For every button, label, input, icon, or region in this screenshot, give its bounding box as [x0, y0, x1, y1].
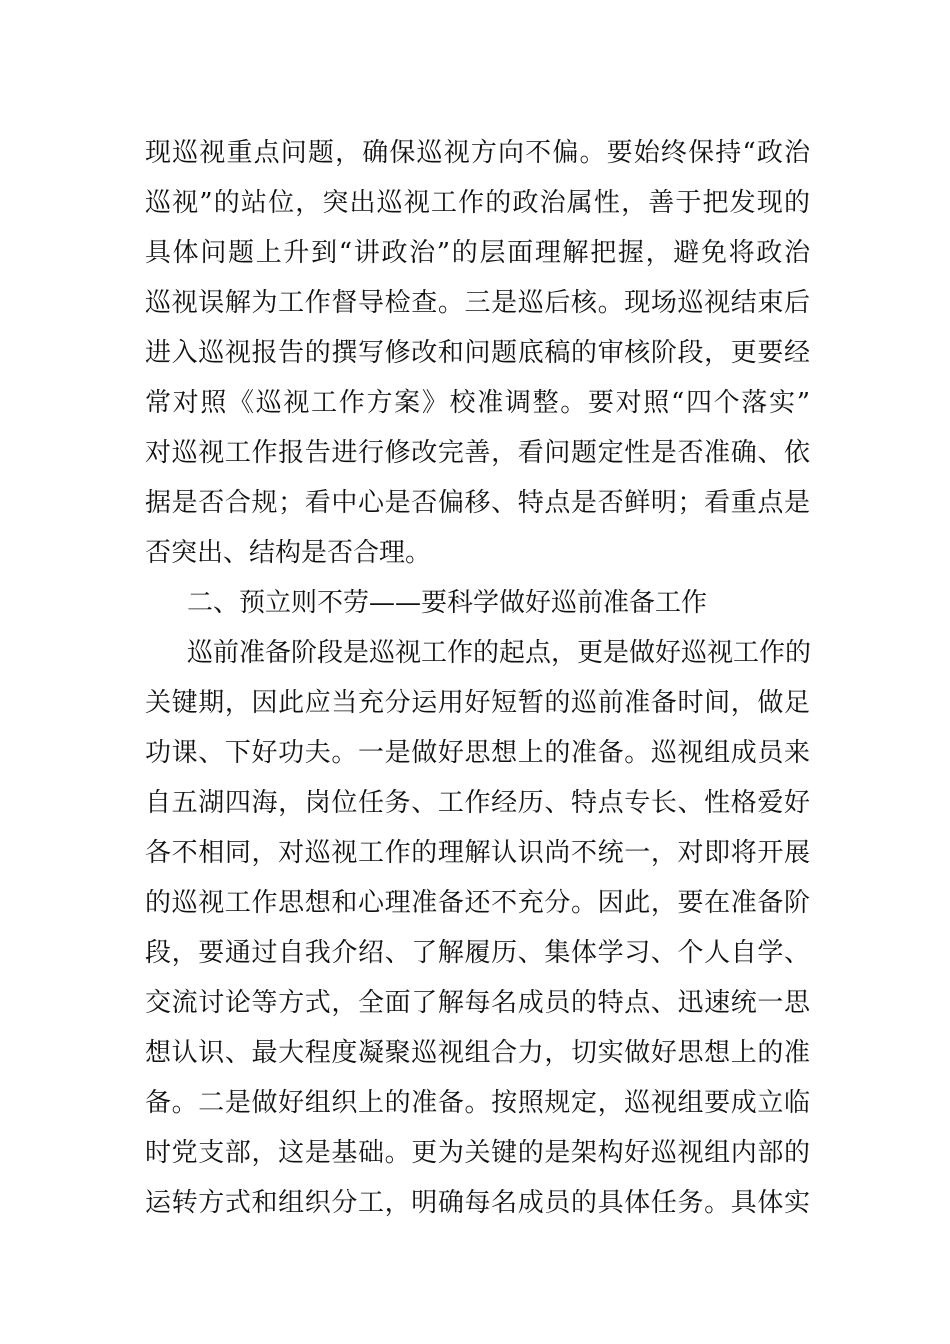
text-line: 据是否合规；看中心是否偏移、特点是否鲜明；看重点是	[145, 488, 810, 518]
text-line: 对巡视工作报告进行修改完善，看问题定性是否准确、依	[145, 438, 810, 468]
text-line: 巡视误解为工作督导检查。三是巡后核。现场巡视结束后	[145, 288, 810, 318]
text-line: 现巡视重点问题，确保巡视方向不偏。要始终保持“政治	[145, 138, 810, 168]
text-line: 否突出、结构是否合理。	[145, 538, 432, 568]
text-line: 进入巡视报告的撰写修改和问题底稿的审核阶段，更要经	[145, 338, 810, 368]
text-line: 功课、下好功夫。一是做好思想上的准备。巡视组成员来	[145, 738, 810, 768]
text-line: 备。二是做好组织上的准备。按照规定，巡视组要成立临	[145, 1088, 810, 1118]
text-line: 的巡视工作思想和心理准备还不充分。因此，要在准备阶	[145, 888, 810, 918]
text-line: 想认识、最大程度凝聚巡视组合力，切实做好思想上的准	[145, 1038, 810, 1068]
text-line: 巡视”的站位，突出巡视工作的政治属性，善于把发现的	[145, 188, 810, 218]
text-line: 常对照《巡视工作方案》校准调整。要对照“四个落实”	[145, 388, 810, 418]
text-line: 时党支部，这是基础。更为关键的是架构好巡视组内部的	[145, 1138, 810, 1168]
body-text	[145, 128, 810, 1228]
text-line: 巡前准备阶段是巡视工作的起点，更是做好巡视工作的	[187, 638, 812, 668]
text-line: 具体问题上升到“讲政治”的层面理解把握，避免将政治	[145, 238, 810, 268]
text-line: 关键期，因此应当充分运用好短暂的巡前准备时间，做足	[145, 688, 810, 718]
text-line: 交流讨论等方式，全面了解每名成员的特点、迅速统一思	[145, 988, 810, 1018]
text-line: 各不相同，对巡视工作的理解认识尚不统一，对即将开展	[145, 838, 810, 868]
text-line: 段，要通过自我介绍、了解履历、集体学习、个人自学、	[145, 938, 810, 968]
text-line: 自五湖四海，岗位任务、工作经历、特点专长、性格爱好	[145, 788, 810, 818]
section-heading: 二、预立则不劳——要科学做好巡前准备工作	[187, 588, 708, 618]
text-line: 运转方式和组织分工，明确每名成员的具体任务。具体实	[145, 1188, 810, 1218]
